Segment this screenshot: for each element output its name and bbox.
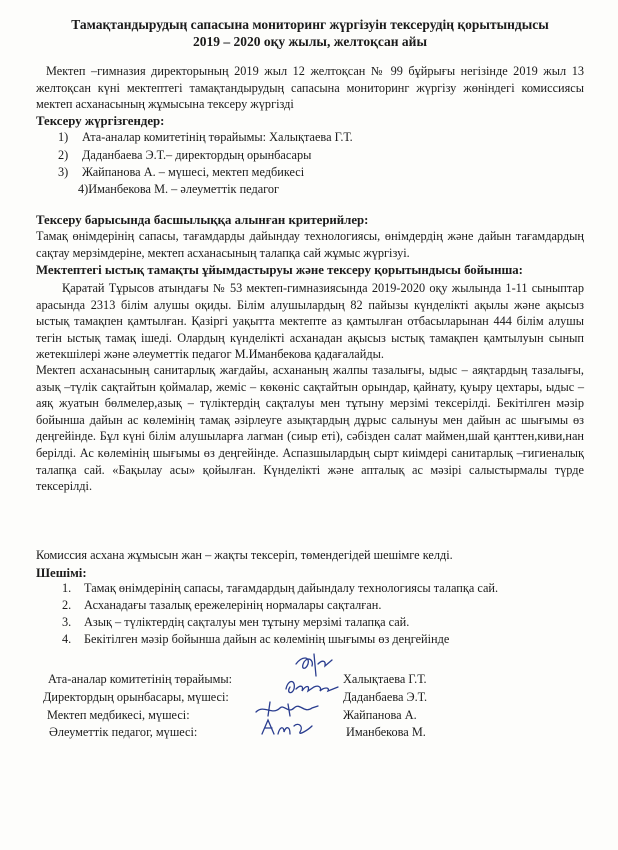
monitoring-paragraph-1: Қаратай Тұрысов атындағы № 53 мектеп-гимназиясында 2019-2020 оқу жылында 1-11 сыныптар арасында 2313 білім алушы оқиды. Білім алушылардың 82 пайызы күнделікті ақылы және ақысыз ыстық тамақпен қамтылған. Қазіргі уақытта мектепте аз қамтылған отбасыларынан 444 білім алушы тегін ыстық тамақ ішеді. Олардың күнделікті асханадан ақысыз ыстық тамақпен қамтылуын сынып жетекшілері және әлеуметтік педагог М.Иманбекова қадағалайды. xyxy=(36,281,584,362)
signature-role: Әлеуметтік педагог, мүшесі: xyxy=(49,725,198,739)
inspector-number: 1) xyxy=(58,130,69,144)
signature-name: Иманбекова М. xyxy=(346,725,426,739)
signature-role: Ата-аналар комитетінің төрайымы: xyxy=(48,672,233,686)
inspector-text: Жайпанова А. – мүшесі, мектеп медбикесі xyxy=(82,165,305,179)
decision-item xyxy=(62,614,409,630)
signature-role: Мектеп медбикесі, мүшесі: xyxy=(47,708,190,722)
decision-text: Асханадағы тазалық ережелерінің нормалары сақталған. xyxy=(84,598,382,612)
decision-text: Бекітілген мәзір бойынша дайын ас көлемінің шығымы өз деңгейінде xyxy=(84,632,450,646)
signature-name: Халықтаева Г.Т. xyxy=(343,672,427,686)
decision-heading: Шешімі: xyxy=(36,566,87,580)
inspector-number: 2) xyxy=(58,148,69,162)
inspector-text: Ата-аналар комитетінің төрайымы: Халықтаева Г.Т. xyxy=(82,130,353,144)
decision-number: 2. xyxy=(62,598,72,612)
decision-number: 3. xyxy=(62,615,72,629)
inspector-text: Даданбаева Э.Т.– директордың орынбасары xyxy=(82,148,312,162)
criteria-paragraph: Тамақ өнімдерінің сапасы, тағамдарды дайындау технологиясы, өнімдердің және дайын тағамдардың сақтау мерзімдеріне, мектеп асханасының талапқа сай жұмыс жүргізуі. xyxy=(36,229,584,260)
intro-paragraph: Мектеп –гимназия директорының 2019 жыл 12 желтоқсан № 99 бұйрығы негізінде 2019 жыл 13 желтоқсан күні мектептегі тамақтандырудың сапасына мониторинг жүргізу жөніндегі комиссиясы мектеп асханасының жұмысына тексеру жүргізді xyxy=(36,64,584,112)
handwritten-signature xyxy=(258,716,316,740)
document-subtitle: 2019 – 2020 оқу жылы, желтоқсан айы xyxy=(192,34,427,49)
inspector-text: 4)Иманбекова М. – әлеуметтік педагог xyxy=(78,182,280,196)
decision-item xyxy=(62,580,498,596)
signature-name: Даданбаева Э.Т. xyxy=(343,690,428,704)
document-title: Тамақтандырудың сапасына мониторинг жүргізуін тексерудің қорытындысы xyxy=(71,17,549,32)
commission-paragraph: Комиссия асхана жұмысын жан – жақты тексеріп, төмендегідей шешімге келді. xyxy=(36,548,453,562)
signature-role: Директордың орынбасары, мүшесі: xyxy=(43,690,229,704)
signature-name: Жайпанова А. xyxy=(343,708,417,722)
decision-number: 4. xyxy=(62,632,72,646)
monitoring-heading: Мектептегі ыстық тамақты ұйымдастыруы және тексеру қорытындысы бойынша: xyxy=(36,263,523,277)
criteria-heading: Тексеру барысында басшылыққа алынған критерийлер: xyxy=(36,213,369,227)
decision-number: 1. xyxy=(62,581,72,595)
decision-item xyxy=(62,631,449,647)
handwritten-signature xyxy=(282,675,342,699)
inspector-item xyxy=(58,129,353,145)
decision-item xyxy=(62,597,381,613)
decision-text: Тамақ өнімдерінің сапасы, тағамдардың дайындалу технологиясы талапқа сай. xyxy=(84,581,499,595)
inspector-item xyxy=(58,164,304,180)
decision-text: Азық – түліктердің сақталуы мен тұтыну мерзімі талапқа сай. xyxy=(84,615,410,629)
inspector-item xyxy=(78,181,279,197)
inspectors-heading: Тексеру жүргізгендер: xyxy=(36,114,165,128)
monitoring-paragraph-2: Мектеп асханасының санитарлық жағдайы, асхананың жалпы тазалығы, ыдыс – аяқтардың тазалығы, азық –түлік сақтайтын қоймалар, жеміс – көкөніс сақтайтын орындар, қайнату, қуыру цехтары, ыдыс – аяқ жуатын бөлмелер,азық – түліктердің сақталуы мен тұтыну мерзімі тексерілді. Бекітілген мәзір бойынша дайын ас көлемінің тамақ әзірлеуге азықтардың дұрыс салынуы мен дайын ас шығымы өз деңгейінде. Бұл күні білім алушыларға лагман (сиыр еті), сәбізден салат маймен,шай қанттен,киви,нан берілді. Ас көлемінің шығымы өз деңгейінде. Аспазшылардың сырт киімдері санитарлық –гигиеналық талапқа сай. «Бақылау асы» қойылған. Күнделікті және апталық ас мәзірі салыстырмалы түрде тексерілді. xyxy=(36,363,584,494)
inspector-item xyxy=(58,147,311,163)
inspector-number: 3) xyxy=(58,165,69,179)
